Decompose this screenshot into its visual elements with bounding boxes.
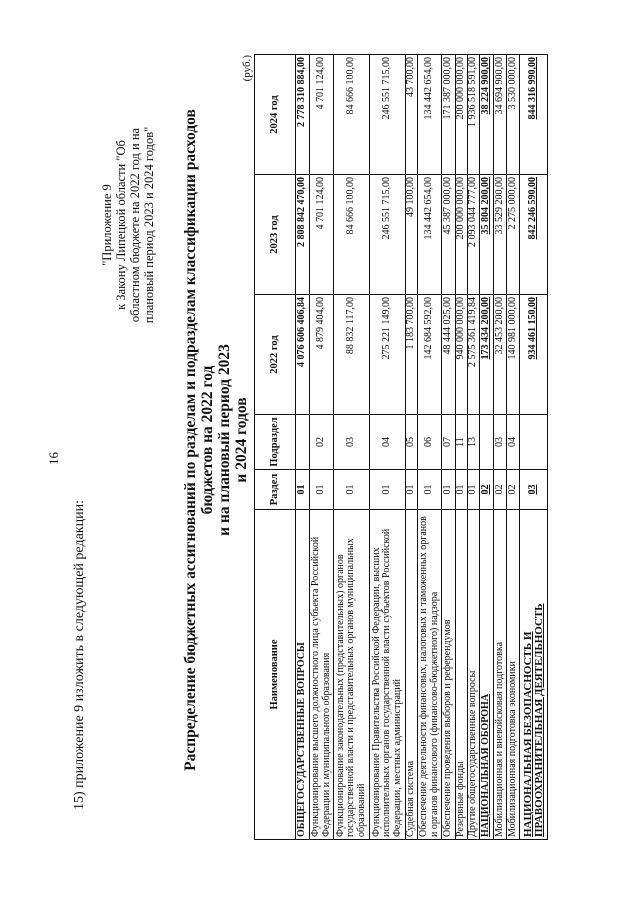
row-section-cell: 01: [456, 470, 468, 510]
row-2024-cell: 246 551 715,00: [370, 55, 406, 175]
row-2022-cell: 1 183 700,00: [406, 295, 418, 415]
appendix-line: к Закону Липецкой области "Об: [114, 140, 128, 310]
row-2022-cell: 48 444 025,00: [442, 295, 456, 415]
row-section-cell: 01: [334, 470, 370, 510]
row-section-cell: 01: [468, 470, 480, 510]
row-2023-cell: 2 093 044 777,00: [468, 175, 480, 295]
table-row: [468, 55, 480, 840]
row-section-cell: 01: [310, 470, 334, 510]
row-2023-cell: 49 100,00: [406, 175, 418, 295]
row-2022-cell: 4 879 404,00: [310, 295, 334, 415]
row-subsection-cell: 06: [418, 415, 442, 470]
row-name-cell: Мобилизационная и вневойсковая подготовка: [494, 510, 507, 840]
row-2023-cell: 134 442 654,00: [418, 175, 442, 295]
row-name-cell: НАЦИОНАЛЬНАЯ БЕЗОПАСНОСТЬ И ПРАВООХРАНИТЕЛЬНАЯ ДЕЯТЕЛЬНОСТЬ: [520, 510, 548, 840]
row-2023-cell: 246 551 715,00: [370, 175, 406, 295]
row-2024-cell: 43 700,00: [406, 55, 418, 175]
header-2022: 2022 год: [255, 295, 296, 415]
table-row: [370, 55, 406, 840]
header-2024: 2024 год: [255, 55, 296, 175]
row-subsection-cell: 03: [334, 415, 370, 470]
row-2024-cell: 844 316 990,00: [520, 55, 548, 175]
row-subsection-cell: [296, 415, 310, 470]
table-row: [418, 55, 442, 840]
row-subsection-cell: 13: [468, 415, 480, 470]
currency-unit: (руб.): [241, 55, 253, 82]
table-row: [296, 55, 310, 840]
title-line: и 2024 годов: [233, 397, 250, 483]
appendix-reference: [100, 105, 156, 345]
row-2022-cell: 940 000 000,00: [456, 295, 468, 415]
row-subsection-cell: 07: [442, 415, 456, 470]
row-2023-cell: 842 246 590,00: [520, 175, 548, 295]
appendix-line: "Приложение 9: [100, 184, 114, 266]
row-2022-cell: 140 981 000,00: [507, 295, 520, 415]
row-2024-cell: 38 224 900,00: [480, 55, 494, 175]
row-2023-cell: 2 808 842 470,00: [296, 175, 310, 295]
table-row: [406, 55, 418, 840]
header-2023: 2023 год: [255, 175, 296, 295]
table-row: [480, 55, 494, 840]
row-name-cell: Обеспечение проведения выборов и референдумов: [442, 510, 456, 840]
row-2023-cell: 45 387 000,00: [442, 175, 456, 295]
row-name-cell: Обеспечение деятельности финансовых, налоговых и таможенных органов и органов финансового (финансово-бюджетного) надзора: [418, 510, 442, 840]
row-2024-cell: 84 666 100,00: [334, 55, 370, 175]
row-section-cell: 01: [296, 470, 310, 510]
table-row: [334, 55, 370, 840]
row-2022-cell: 4 076 606 406,84: [296, 295, 310, 415]
row-subsection-cell: 02: [310, 415, 334, 470]
row-name-cell: Другие общегосударственные вопросы: [468, 510, 480, 840]
row-name-cell: Мобилизационная подготовка экономики: [507, 510, 520, 840]
appendix-line: областном бюджете на 2022 год и на: [128, 127, 142, 323]
row-subsection-cell: 11: [456, 415, 468, 470]
table-row: [507, 55, 520, 840]
title-line: Распределение бюджетных ассигнований по разделам и подразделам классификации расходов бюджетов на 2022 год: [182, 109, 216, 771]
table-row: [520, 55, 548, 840]
row-section-cell: 01: [418, 470, 442, 510]
row-2023-cell: 200 000 000,00: [456, 175, 468, 295]
row-2024-cell: 4 701 124,00: [310, 55, 334, 175]
row-subsection-cell: 04: [370, 415, 406, 470]
row-2024-cell: 2 778 310 884,00: [296, 55, 310, 175]
row-2024-cell: 200 000 000,00: [456, 55, 468, 175]
row-2022-cell: 173 434 200,00: [480, 295, 494, 415]
row-subsection-cell: 04: [507, 415, 520, 470]
row-2024-cell: 1 936 518 591,00: [468, 55, 480, 175]
row-name-cell: Функционирование высшего должностного лица субъекта Российской Федерации и муниципального образования: [310, 510, 334, 840]
table-row: [456, 55, 468, 840]
row-subsection-cell: [520, 415, 548, 470]
row-section-cell: 01: [406, 470, 418, 510]
row-2022-cell: 934 461 150,00: [520, 295, 548, 415]
row-name-cell: Функционирование Правительства Российской Федерации, высших исполнительных органов государственной власти субъектов Российской Федерации, местных администраций: [370, 510, 406, 840]
intro-note: 15) приложение 9 изложить в следующей редакции:: [72, 500, 87, 810]
budget-table: [254, 54, 548, 840]
table-row: [494, 55, 507, 840]
row-name-cell: Судебная система: [406, 510, 418, 840]
row-section-cell: 02: [507, 470, 520, 510]
row-2023-cell: 33 529 200,00: [494, 175, 507, 295]
row-section-cell: 02: [480, 470, 494, 510]
row-name-cell: Функционирование законодательных (представительных) органов государственной власти и представительных органов муниципальных образований: [334, 510, 370, 840]
row-subsection-cell: [480, 415, 494, 470]
row-name-cell: Резервные фонды: [456, 510, 468, 840]
page-number: 16: [46, 452, 61, 465]
appendix-line: плановый период 2023 и 2024 годов": [142, 126, 156, 324]
document-title: [182, 75, 250, 805]
table-header-row: [255, 55, 296, 840]
row-2024-cell: 3 530 000,00: [507, 55, 520, 175]
row-2024-cell: 171 387 000,00: [442, 55, 456, 175]
table-row: [442, 55, 456, 840]
row-subsection-cell: 03: [494, 415, 507, 470]
row-name-cell: ОБЩЕГОСУДАРСТВЕННЫЕ ВОПРОСЫ: [296, 510, 310, 840]
row-2022-cell: 88 832 117,00: [334, 295, 370, 415]
row-2022-cell: 2 575 361 419,84: [468, 295, 480, 415]
row-2022-cell: 142 684 592,00: [418, 295, 442, 415]
row-section-cell: 01: [370, 470, 406, 510]
row-2024-cell: 134 442 654,00: [418, 55, 442, 175]
row-2022-cell: 275 221 149,00: [370, 295, 406, 415]
row-section-cell: 02: [494, 470, 507, 510]
header-subsection: Подраздел: [255, 415, 296, 470]
header-name: Наименование: [255, 510, 296, 840]
row-2023-cell: 84 666 100,00: [334, 175, 370, 295]
title-line: и на плановый период 2023: [216, 344, 233, 536]
row-2024-cell: 34 694 900,00: [494, 55, 507, 175]
row-2022-cell: 32 453 200,00: [494, 295, 507, 415]
row-name-cell: НАЦИОНАЛЬНАЯ ОБОРОНА: [480, 510, 494, 840]
row-section-cell: 01: [442, 470, 456, 510]
header-section: Раздел: [255, 470, 296, 510]
row-2023-cell: 4 701 124,00: [310, 175, 334, 295]
row-section-cell: 03: [520, 470, 548, 510]
row-subsection-cell: 05: [406, 415, 418, 470]
table-row: [310, 55, 334, 840]
row-2023-cell: 2 275 000,00: [507, 175, 520, 295]
row-2023-cell: 35 804 200,00: [480, 175, 494, 295]
